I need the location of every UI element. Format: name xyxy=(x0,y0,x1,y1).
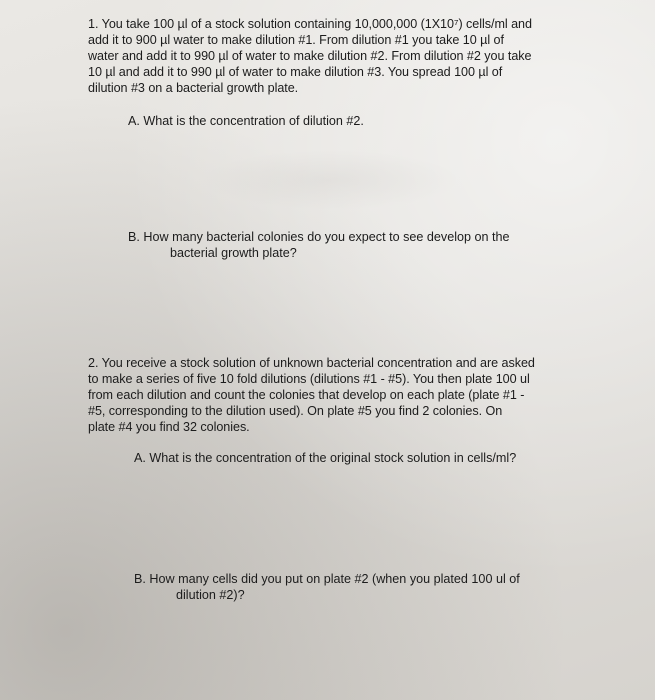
question-1-line: 10 µl and add it to 990 µl of water to make dilution #3. You spread 100 µl of xyxy=(88,65,503,79)
question-1-line: add it to 900 µl water to make dilution #1. From dilution #1 you take 10 µl of xyxy=(88,33,504,47)
question-2-line: from each dilution and count the colonies that develop on each plate (plate #1 - xyxy=(88,388,525,402)
question-2-line: #5, corresponding to the dilution used). On plate #5 you find 2 colonies. On xyxy=(88,404,503,418)
question-2-part-a-text: A. What is the concentration of the original stock solution in cells/ml? xyxy=(134,451,517,465)
question-1-line: 1. You take 100 µl of a stock solution containing 10,000,000 (1X10⁷) cells/ml and xyxy=(88,17,532,31)
question-2-part-b-line: dilution #2)? xyxy=(176,588,245,602)
question-1 xyxy=(88,16,618,96)
question-2-line: to make a series of five 10 fold dilutions (dilutions #1 - #5). You then plate 100 ul xyxy=(88,372,530,386)
question-1-part-b-line: B. How many bacterial colonies do you expect to see develop on the xyxy=(128,230,510,244)
question-2-line: 2. You receive a stock solution of unknown bacterial concentration and are asked xyxy=(88,356,535,370)
show-through-shadow xyxy=(200,150,460,210)
question-2-line: plate #4 you find 32 colonies. xyxy=(88,420,250,434)
question-2 xyxy=(88,355,618,435)
question-2-part-b-line: B. How many cells did you put on plate #2 (when you plated 100 ul of xyxy=(134,572,520,586)
question-1-part-a xyxy=(128,113,608,129)
question-1-line: water and add it to 990 µl of water to make dilution #2. From dilution #2 you take xyxy=(88,49,532,63)
question-1-part-b-line: bacterial growth plate? xyxy=(170,246,297,260)
question-1-line: dilution #3 on a bacterial growth plate. xyxy=(88,81,299,95)
question-1-part-b xyxy=(128,229,608,261)
question-2-part-a xyxy=(134,450,614,466)
question-1-part-a-text: A. What is the concentration of dilution #2. xyxy=(128,114,364,128)
question-2-part-b xyxy=(134,571,614,603)
